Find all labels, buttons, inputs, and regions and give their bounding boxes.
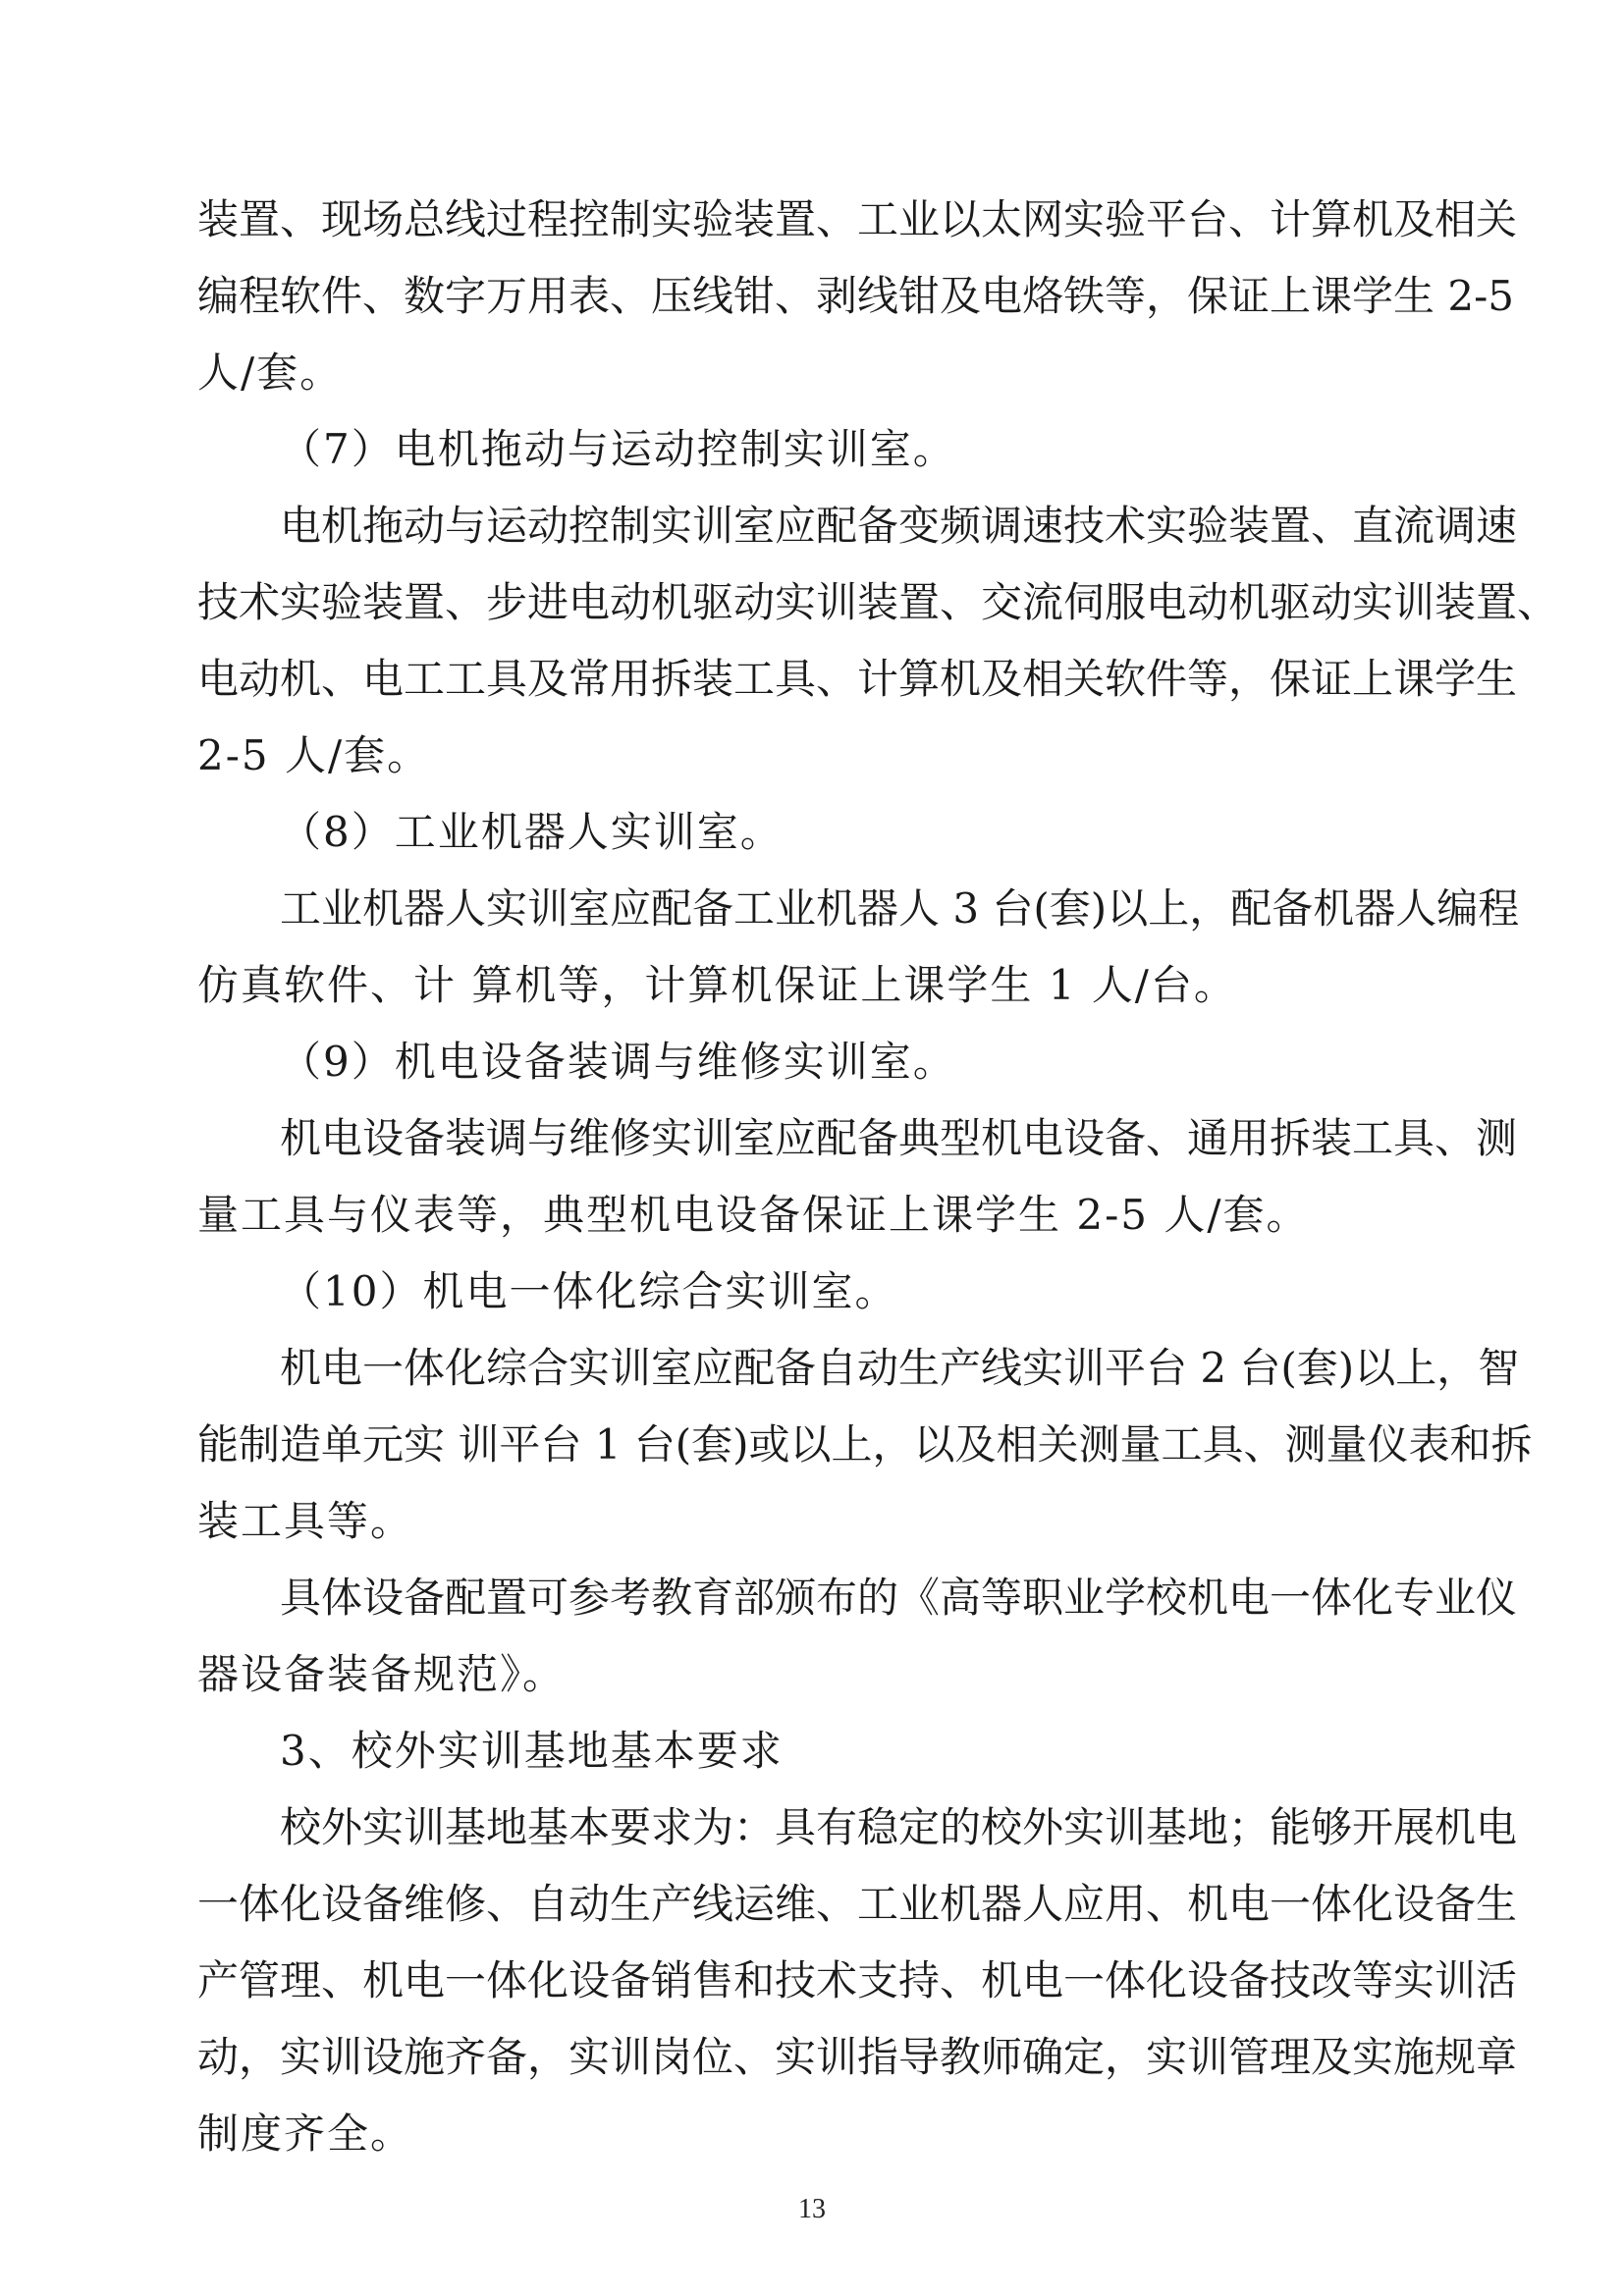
body-text-line: 制度齐全。 — [197, 2109, 414, 2158]
body-text-line: 机电一体化综合实训室应配备自动生产线实训平台 2 台(套)以上，智 — [280, 1344, 1520, 1392]
body-text-line: 一体化设备维修、自动生产线运维、工业机器人应用、机电一体化设备生 — [197, 1880, 1518, 1928]
body-text-line: 动，实训设施齐备，实训岗位、实训指导教师确定，实训管理及实施规章 — [197, 2033, 1518, 2081]
body-text-line: 产管理、机电一体化设备销售和技术支持、机电一体化设备技改等实训活 — [197, 1956, 1518, 2004]
body-text-line: 量工具与仪表等，典型机电设备保证上课学生 2-5 人/套。 — [197, 1191, 1310, 1239]
body-text-line: 人/套。 — [197, 348, 344, 397]
body-text-line: 校外实训基地基本要求为：具有稳定的校外实训基地；能够开展机电 — [280, 1803, 1518, 1851]
body-text-line: 编程软件、数字万用表、压线钳、剥线钳及电烙铁等，保证上课学生 2-5 — [197, 272, 1514, 320]
body-text-line: 装工具等。 — [197, 1497, 414, 1545]
body-text-line: 工业机器人实训室应配备工业机器人 3 台(套)以上，配备机器人编程 — [280, 884, 1520, 933]
body-text-line: 能制造单元实 训平台 1 台(套)或以上，以及相关测量工具、测量仪表和拆 — [197, 1420, 1533, 1468]
body-text-line: 具体设备配置可参考教育部颁布的《高等职业学校机电一体化专业仪 — [280, 1574, 1518, 1622]
section-heading: （8）工业机器人实训室。 — [280, 808, 784, 856]
body-text-line: 装置、现场总线过程控制实验装置、工业以太网实验平台、计算机及相关 — [197, 195, 1518, 243]
page-number: 13 — [798, 2194, 826, 2224]
body-text-line: 电机拖动与运动控制实训室应配备变频调速技术实验装置、直流调速 — [280, 502, 1518, 550]
section-heading: （9）机电设备装调与维修实训室。 — [280, 1038, 956, 1086]
body-text-line: 电动机、电工工具及常用拆装工具、计算机及相关软件等，保证上课学生 — [197, 655, 1518, 703]
body-text-line: 器设备装备规范》。 — [197, 1650, 567, 1698]
section-heading: 3、校外实训基地基本要求 — [280, 1727, 784, 1775]
body-text-line: 机电设备装调与维修实训室应配备典型机电设备、通用拆装工具、测 — [280, 1114, 1518, 1162]
body-text-line: 技术实验装置、步进电动机驱动实训装置、交流伺服电动机驱动实训装置、 — [197, 578, 1559, 626]
section-heading: （10）机电一体化综合实训室。 — [280, 1267, 898, 1315]
body-text-line: 2-5 人/套。 — [197, 731, 431, 779]
body-text-line: 仿真软件、计 算机等，计算机保证上课学生 1 人/台。 — [197, 961, 1237, 1009]
section-heading: （7）电机拖动与运动控制实训室。 — [280, 425, 956, 473]
